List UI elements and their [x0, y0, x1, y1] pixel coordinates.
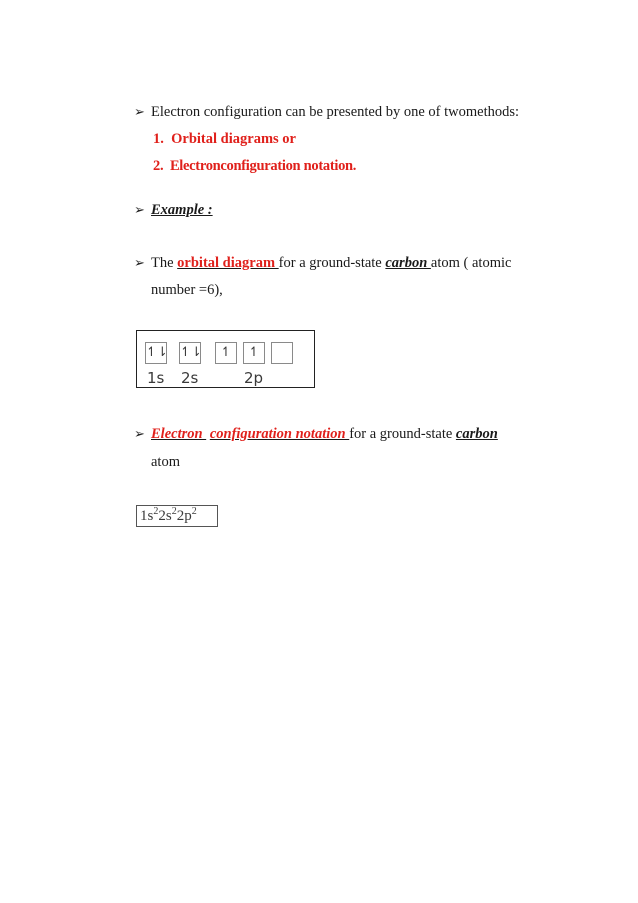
- orbital-middle: for a ground-state: [278, 255, 386, 271]
- example-heading: Example :: [151, 202, 213, 218]
- method-item-2: [153, 157, 356, 175]
- orbital-label-1s: 1s: [147, 369, 165, 387]
- configuration-notation-term: configuration notation: [209, 426, 350, 442]
- element-carbon-2: carbon: [455, 426, 498, 442]
- bullet-arrow-icon: ➢: [134, 104, 145, 119]
- config-1s-exp: 2: [153, 506, 159, 517]
- element-carbon: carbon: [385, 255, 431, 271]
- method-label-2: Electronconfiguration notation.: [169, 158, 357, 174]
- orbital-box-2p-2: ↿: [243, 342, 265, 364]
- config-2s-exp: 2: [171, 506, 177, 517]
- config-2p-exp: 2: [191, 506, 197, 517]
- orbital-box-1s: ↿⇂: [145, 342, 167, 364]
- orbital-paragraph-line2: number =6),: [151, 282, 223, 298]
- orbital-box-2s: ↿⇂: [179, 342, 201, 364]
- orbital-diagram-term: orbital diagram: [177, 255, 279, 271]
- electron-term: Electron: [151, 426, 207, 442]
- orbital-suffix: atom ( atomic: [430, 255, 512, 271]
- orbital-box-2p-3: [271, 342, 293, 364]
- method-item-1: [153, 130, 296, 148]
- bullet-arrow-icon: ➢: [134, 426, 145, 441]
- orbital-label-2p: 2p: [244, 369, 264, 387]
- intro-text: Electron configuration can be presented by one of twomethods:: [151, 104, 520, 120]
- orbital-paragraph-line1: [151, 254, 511, 272]
- method-number-1: 1.: [153, 131, 164, 147]
- notation-middle: for a ground-state: [349, 426, 456, 442]
- notation-paragraph-line2: atom: [151, 454, 180, 470]
- electron-configuration-figure: [136, 505, 218, 527]
- orbital-label-2s: 2s: [181, 369, 199, 387]
- notation-paragraph-line1: [151, 425, 498, 443]
- config-1s: 1s: [140, 508, 154, 524]
- config-2s: 2s: [158, 508, 172, 524]
- bullet-arrow-icon: ➢: [134, 255, 145, 270]
- config-2p: 2p: [176, 508, 192, 524]
- method-label-1: Orbital diagrams or: [171, 131, 296, 147]
- method-number-2: 2.: [153, 158, 164, 174]
- bullet-arrow-icon: ➢: [134, 202, 145, 217]
- orbital-diagram-figure: [136, 330, 315, 388]
- orbital-prefix: The: [151, 255, 178, 271]
- orbital-box-2p-1: ↿: [215, 342, 237, 364]
